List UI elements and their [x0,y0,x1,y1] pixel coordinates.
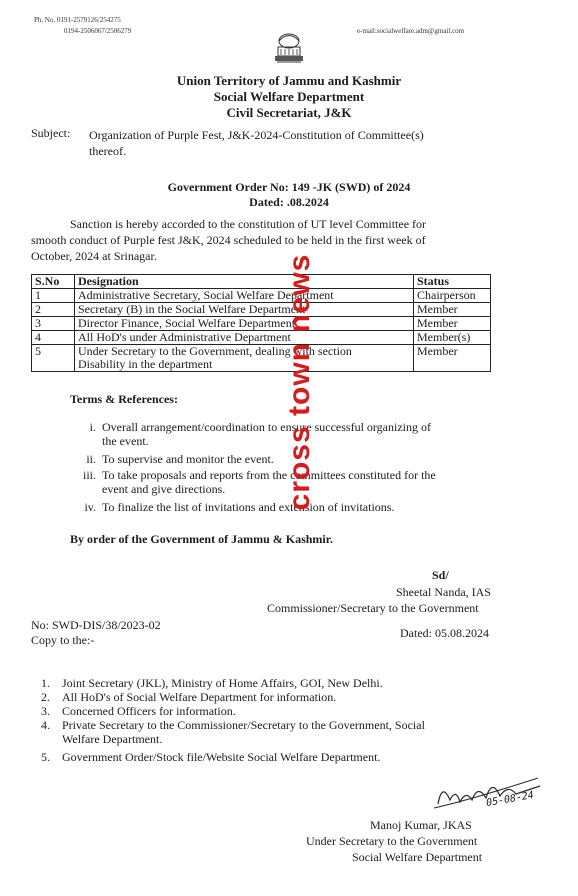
table-cell-status: Chairperson [414,289,491,303]
table-cell-status: Member [414,303,491,317]
table-row [32,303,491,317]
state-emblem-icon [267,32,311,70]
table-row [32,317,491,331]
signatory-name: Sheetal Nanda, IAS [396,585,491,599]
table-cell-status: Member [414,345,491,372]
order-title: Government Order No: 149 -JK (SWD) of 2024 [167,180,411,194]
table-row [32,331,491,345]
table-cell-designation-line-2: Disability in the department [78,357,213,371]
table-cell-designation [75,345,414,372]
order-date: Dated: .08.2024 [249,195,329,209]
table-cell-designation: Administrative Secretary, Social Welfare Department [75,289,414,303]
subject-label: Subject: [31,126,71,140]
org-line-3: Civil Secretariat, J&K [226,105,352,120]
list-item-text: Government Order/Stock file/Website Social Welfare Department. [62,750,381,764]
table-header-row [32,275,491,289]
table-cell-designation: Secretary (B) in the Social Welfare Department [75,303,414,317]
signatory2-name: Manoj Kumar, JKAS [370,818,472,832]
subject-line-1: Organization of Purple Fest, J&K-2024-Constitution of Committee(s) [89,128,424,142]
table-row [32,345,491,372]
list-item-number: 3. [41,704,50,718]
table-header-status: Status [414,275,491,289]
list-item-number: iv. [84,500,96,514]
list-item-text: Concerned Officers for information. [62,704,236,718]
table-cell-designation-line-1: Under Secretary to the Government, dealing with section [78,344,352,358]
list-item-text-cont: the event. [102,434,149,448]
body-line-1: Sanction is hereby accorded to the constitution of UT level Committee for [70,217,427,231]
table-cell-designation: All HoD's under Administrative Department [75,331,414,345]
list-item-text: Private Secretary to the Commissioner/Secretary to the Government, Social [62,718,425,732]
table-cell-sno: 1 [32,289,75,303]
phone-line-1: Ph. No. 0191-2579126/254275 [34,16,121,24]
org-line-1: Union Territory of Jammu and Kashmir [176,73,402,88]
signatory-title: Commissioner/Secretary to the Government [267,601,479,615]
table-cell-sno: 5 [32,345,75,372]
table-row [32,289,491,303]
list-item-text: Joint Secretary (JKL), Ministry of Home Affairs, GOI, New Delhi. [62,676,383,690]
signatory2-dept: Social Welfare Department [352,850,483,864]
list-item-number: 4. [41,718,50,732]
copy-to-label: Copy to the:- [31,633,95,647]
watermark-text: cross town news [283,253,316,511]
terms-heading: Terms & References: [70,392,178,406]
list-item-number: i. [89,420,96,434]
list-item-text: To finalize the list of invitations and extension of invitations. [102,500,395,514]
list-item-number: iii. [82,468,96,482]
signature-sd: Sd/ [432,568,449,582]
list-item-text-cont: Welfare Department. [62,732,163,746]
list-item-number: ii. [86,452,96,466]
table-cell-sno: 3 [32,317,75,331]
list-item-text: Overall arrangement/coordination to ensure successful organizing of [102,420,431,434]
table-cell-sno: 2 [32,303,75,317]
list-item-text: To supervise and monitor the event. [102,452,274,466]
list-item-number: 2. [41,690,50,704]
list-item-number: 5. [41,750,50,764]
table-cell-status: Member [414,317,491,331]
table-cell-designation: Director Finance, Social Welfare Department [75,317,414,331]
reference-number: No: SWD-DIS/38/2023-02 [31,618,161,632]
handwritten-date: 05-08-24 [485,789,535,810]
signatory2-title: Under Secretary to the Government [306,834,478,848]
by-order-line: By order of the Government of Jammu & Kashmir. [70,532,333,546]
org-line-2: Social Welfare Department [213,89,365,104]
table-cell-sno: 4 [32,331,75,345]
body-line-2: smooth conduct of Purple fest J&K, 2024 scheduled to be held in the first week of [31,233,426,247]
phone-line-2: 0194-2506067/2506279 [64,27,132,35]
table-header-designation: Designation [75,275,414,289]
list-item-text: To take proposals and reports from the committees constituted for the [102,468,436,482]
signature-date: Dated: 05.08.2024 [400,626,489,640]
table-cell-status: Member(s) [414,331,491,345]
list-item-number: 1. [41,676,50,690]
committee-table [31,274,491,372]
list-item-text-cont: event and give directions. [102,482,226,496]
email-address: e-mail:socialwelfare.adm@gmail.com [357,27,465,35]
body-line-3: October, 2024 at Srinagar. [31,249,157,263]
list-item-text: All HoD's of Social Welfare Department for information. [62,690,337,704]
subject-line-2: thereof. [89,144,126,158]
table-header-sno: S.No [32,275,75,289]
